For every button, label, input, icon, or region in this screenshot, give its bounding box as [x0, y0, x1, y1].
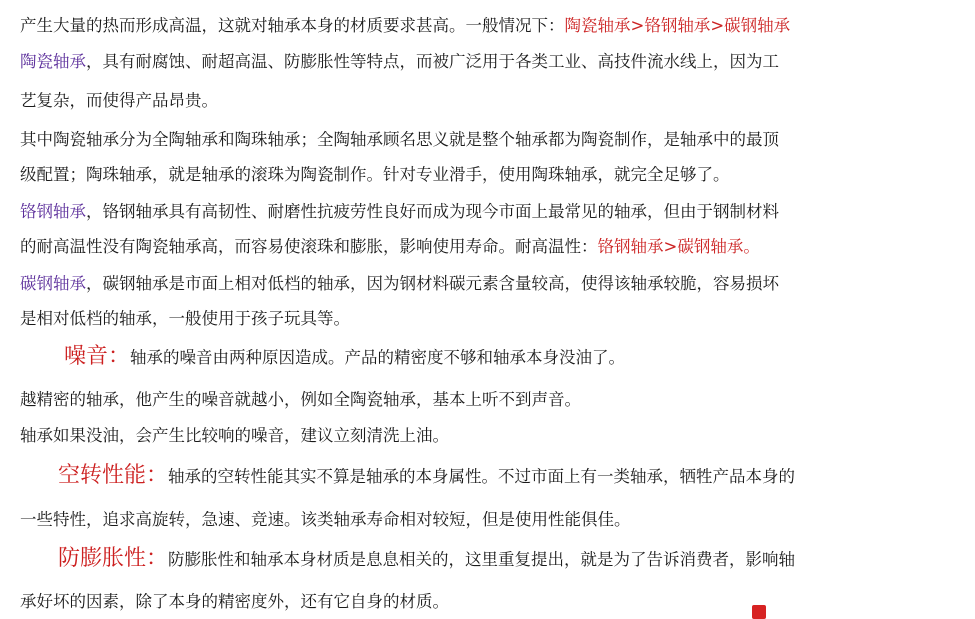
text: 轴承的空转性能其实不算是轴承的本身属性。不过市面上有一类轴承，牺牲产品本身的	[168, 467, 796, 486]
paragraph-ceramic-line-1	[20, 14, 967, 38]
text: 越精密的轴承，他产生的噪音就越小，例如全陶瓷轴承，基本上听不到声音。	[20, 390, 581, 409]
text: 。	[743, 237, 760, 256]
text: 产生大量的热而形成高温，这就对轴承本身的材质要求甚高。一般情况下：	[20, 16, 565, 35]
text: 其中陶瓷轴承分为全陶轴承和陶珠轴承；全陶轴承顾名思义就是整个轴承都为陶瓷制作，是轴承中的最顶	[20, 130, 779, 149]
noise-section-line-2	[20, 388, 967, 412]
paragraph-chrome-line-1	[20, 200, 967, 224]
text: 防膨胀性和轴承本身材质是息息相关的，这里重复提出，就是为了告诉消费者，影响轴	[168, 550, 796, 569]
paragraph-ceramic-line-3	[20, 89, 967, 113]
noise-section-line-1	[64, 343, 967, 371]
cropped-badge-icon	[752, 605, 766, 619]
text: ，具有耐腐蚀、耐超高温、防膨胀性等特点，而被广泛用于各类工业、高技件流水线上，因为工	[86, 52, 779, 71]
noise-section-line-3	[20, 424, 967, 448]
paragraph-ceramic-line-2	[20, 50, 967, 74]
paragraph-chrome-line-2	[20, 235, 967, 259]
ranking-highlight: 陶瓷轴承>铬钢轴承>碳钢轴承	[564, 16, 791, 35]
text: ，碳钢轴承是市面上相对低档的轴承，因为钢材料碳元素含量较高，使得该轴承较脆，容易损坏	[86, 274, 779, 293]
heat-ranking-highlight: 铬钢轴承>碳钢轴承	[597, 237, 744, 256]
expansion-heading: 防膨胀性：	[58, 546, 169, 571]
text: 一些特性，追求高旋转，急速、竞速。该类轴承寿命相对较短，但是使用性能俱佳。	[20, 510, 631, 529]
text: ，铬钢轴承具有高韧性、耐磨性抗疲劳性良好而成为现今市面上最常见的轴承，但由于钢制材料	[86, 202, 779, 221]
text: 轴承的噪音由两种原因造成。产品的精密度不够和轴承本身没油了。	[130, 348, 626, 367]
chrome-bearing-label: 铬钢轴承	[20, 202, 86, 221]
paragraph-carbon-line-1	[20, 272, 967, 296]
idle-section-line-1	[58, 462, 967, 490]
idle-heading: 空转性能：	[58, 463, 169, 488]
text: 是相对低档的轴承，一般使用于孩子玩具等。	[20, 309, 350, 328]
text: 艺复杂，而使得产品昂贵。	[20, 91, 218, 110]
ceramic-bearing-label: 陶瓷轴承	[20, 52, 86, 71]
paragraph-types-line-2	[20, 163, 967, 187]
text: 轴承如果没油，会产生比较响的噪音，建议立刻清洗上油。	[20, 426, 449, 445]
text: 级配置；陶珠轴承，就是轴承的滚珠为陶瓷制作。针对专业滑手，使用陶珠轴承，就完全足够了。	[20, 165, 730, 184]
carbon-bearing-label: 碳钢轴承	[20, 274, 86, 293]
noise-heading: 噪音：	[64, 344, 131, 369]
text: 的耐高温性没有陶瓷轴承高，而容易使滚珠和膨胀，影响使用寿命。耐高温性：	[20, 237, 598, 256]
expansion-section-line-1	[58, 545, 967, 573]
idle-section-line-2	[20, 508, 967, 532]
text: 承好坏的因素，除了本身的精密度外，还有它自身的材质。	[20, 592, 449, 611]
paragraph-types-line-1	[20, 128, 967, 152]
paragraph-carbon-line-2	[20, 307, 967, 331]
expansion-section-line-2	[20, 590, 967, 614]
